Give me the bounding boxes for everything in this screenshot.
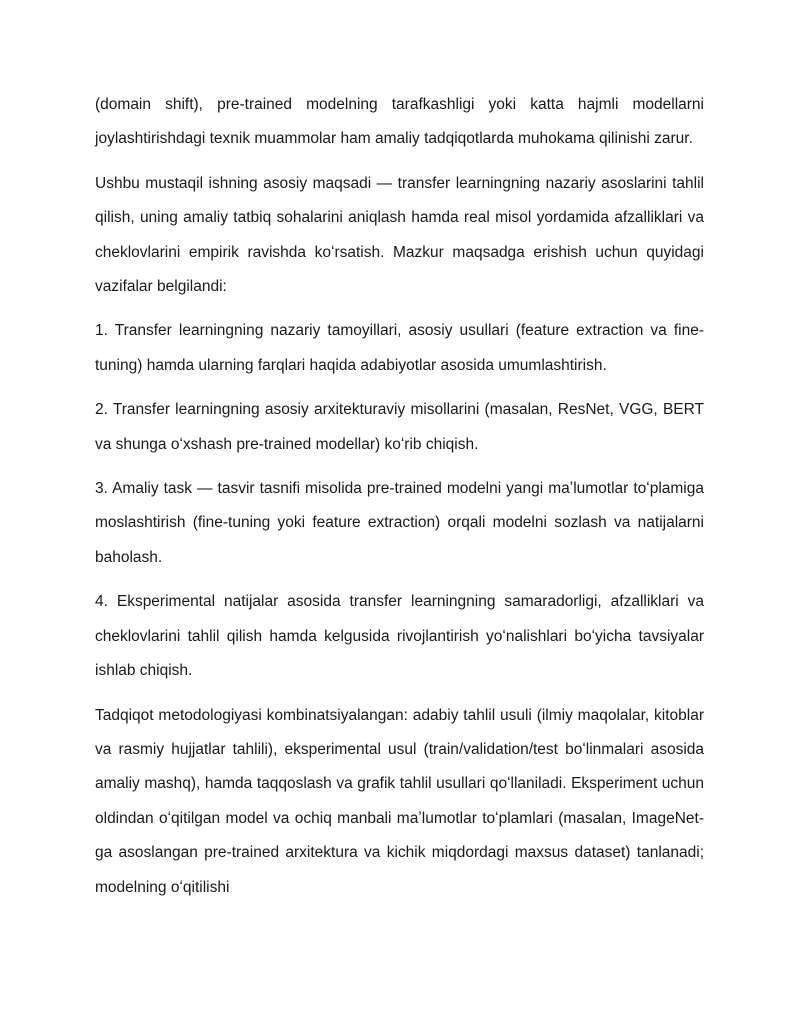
task-item-1: 1. Transfer learningning nazariy tamoyillari, asosiy usullari (feature extraction va fine-tuning) hamda ularning farqlari haqida adabiyotlar asosida umumlashtirish.	[95, 322, 704, 374]
paragraph-domain-shift: (domain shift), pre-trained modelning tarafkashligi yoki katta hajmli modellarni joylashtirishdagi texnik muammolar ham amaliy tadqiqotlarda muhokama qilinishi zarur.	[95, 96, 704, 148]
paragraph-aim: Ushbu mustaqil ishning asosiy maqsadi — transfer learningning nazariy asoslarini tahlil qilish, uning amaliy tatbiq sohalarini aniqlash hamda real misol yordamida afzalliklari va cheklovlarini empirik ravishda koʻrsatish. Mazkur maqsadga erishish uchun quyidagi vazifalar belgilandi:	[95, 174, 704, 296]
task-item-4: 4. Eksperimental natijalar asosida transfer learningning samaradorligi, afzalliklari va cheklovlarini tahlil qilish hamda kelgusida rivojlantirish yoʻnalishlari boʻyicha tavsiyalar ishlab chiqish.	[95, 593, 704, 680]
paragraph-methodology: Tadqiqot metodologiyasi kombinatsiyalangan: adabiy tahlil usuli (ilmiy maqolalar, kitoblar va rasmiy hujjatlar tahlili), eksperimental usul (train/validation/test boʻlinmalari asosida amaliy mashq), hamda taqqoslash va grafik tahlil usullari qoʻllaniladi. Eksperiment uchun oldindan oʻqitilgan model va ochiq manbali maʼlumotlar toʻplamlari (masalan, ImageNet-ga asoslangan pre-trained arxitektura va kichik miqdordagi maxsus dataset) tanlanadi; modelning oʻqitilishi	[95, 706, 704, 896]
task-item-3: 3. Amaliy task — tasvir tasnifi misolida pre-trained modelni yangi maʼlumotlar toʻplamiga moslashtirish (fine-tuning yoki feature extraction) orqali modelni sozlash va natijalarni baholash.	[95, 480, 704, 566]
document-body	[95, 88, 704, 915]
task-item-2: 2. Transfer learningning asosiy arxitekturaviy misollarini (masalan, ResNet, VGG, BERT va shunga oʻxshash pre-trained modellar) koʻrib chiqish.	[95, 401, 704, 453]
